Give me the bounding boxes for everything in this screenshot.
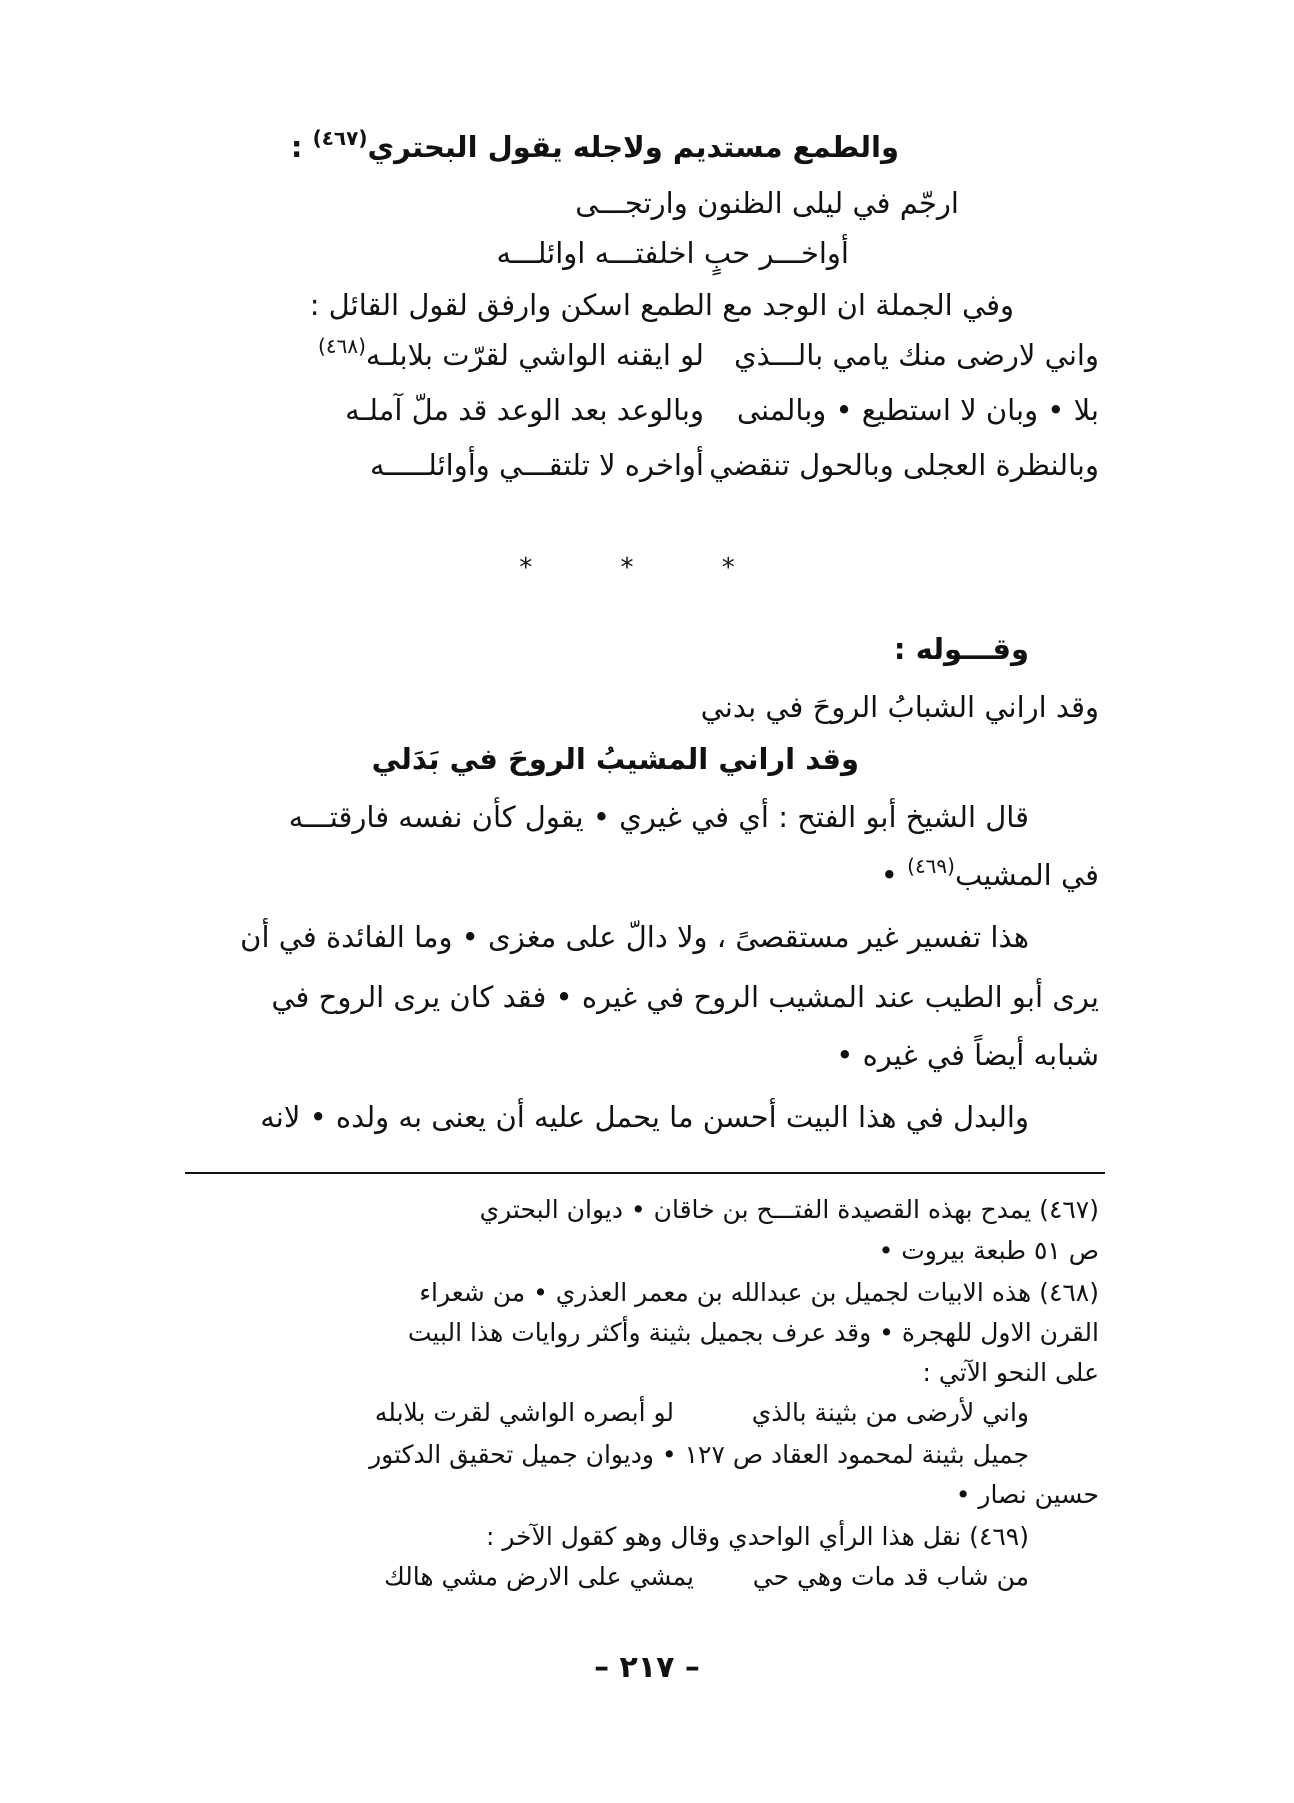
prose-line-15: شبابه أيضاً في غيره •: [836, 1038, 1099, 1072]
footnote-ref-469: (٤٦٩): [907, 854, 955, 878]
verse-7-left-hemistich: أواخره لا تلتقـــي وأوائلـــــه: [369, 448, 704, 482]
footnote-ref-467: (٤٦٧): [312, 126, 368, 150]
footnote-468-line-5: جميل بثينة لمحمود العقاد ص ١٢٧ • وديوان جميل تحقيق الدكتور: [369, 1440, 1029, 1469]
verse-7-right-hemistich: وبالنظرة العجلى وبالحول تنقضي: [709, 448, 1099, 482]
section-separator-stars: * * *: [519, 553, 775, 583]
line-8-heading: وقـــوله :: [893, 632, 1029, 666]
prose-line-13: هذا تفسير غير مستقصىً ، ولا دالّ على مغزى • وما الفائدة في أن: [240, 920, 1029, 954]
footnote-verse-right-hemistich: واني لأرضى من بثينة بالذي: [751, 1398, 1029, 1427]
verse-line-3: أواخـــر حبٍ اخلفتـــه اوائلـــه: [496, 236, 849, 270]
prose-line-14: يرى أبو الطيب عند المشيب الروح في غيره • فقد كان يرى الروح في: [271, 980, 1099, 1014]
line-1-text: والطمع مستديم ولاجله يقول البحتري: [367, 130, 899, 164]
verse-line-10: وقد اراني المشيبُ الروحَ في بَدَلي: [371, 742, 859, 776]
footnote-468-line-3: على النحو الآتي :: [922, 1358, 1099, 1387]
prose-line-12: [880, 854, 1099, 893]
line-1-colon: :: [290, 130, 303, 164]
line-12-end: •: [880, 858, 898, 892]
footnote-468-line-1: (٤٦٨) هذه الابيات لجميل بن عبدالله بن معمر العذري • من شعراء: [419, 1278, 1099, 1307]
footnote-468-line-6: حسين نصار •: [955, 1480, 1099, 1509]
verse-6-right-hemistich: بلا • وبان لا استطيع • وبالمنى: [736, 393, 1099, 427]
verse-line-2: ارجّم في ليلى الظنون وارتجـــى: [575, 186, 959, 220]
footnote-verse-left-hemistich: لو أبصره الواشي لقرت بلابله: [374, 1398, 674, 1427]
verse-5-left-hemistich: [318, 334, 704, 373]
verse-line-9: وقد اراني الشبابُ الروحَ في بدني: [700, 690, 1099, 724]
footnote-467-line-1: (٤٦٧) يمدح بهذه القصيدة الفتـــح بن خاقان • ديوان البحتري: [479, 1195, 1099, 1224]
footnote-469-line-1: (٤٦٩) نقل هذا الرأي الواحدي وقال وهو كقول الآخر :: [485, 1522, 1029, 1551]
footnote-468-line-2: القرن الاول للهجرة • وقد عرف بجميل بثينة وأكثر روايات هذا البيت: [407, 1318, 1099, 1347]
line-12-text: في المشيب: [954, 858, 1099, 892]
footnote-469-verse-right-hemistich: من شاب قد مات وهي حي: [752, 1562, 1029, 1591]
footnote-467-line-2: ص ٥١ طبعة بيروت •: [878, 1236, 1099, 1265]
prose-line-16: والبدل في هذا البيت أحسن ما يحمل عليه أن يعنى به ولده • لانه: [260, 1100, 1029, 1134]
page-number: – ٢١٧ –: [594, 1650, 700, 1685]
prose-line-4: وفي الجملة ان الوجد مع الطمع اسكن وارفق لقول القائل :: [309, 288, 1014, 322]
footnote-separator: [185, 1172, 1105, 1174]
footnote-469-verse-left-hemistich: يمشي على الارض مشي هالك: [384, 1562, 694, 1591]
prose-line-11: قال الشيخ أبو الفتح : أي في غيري • يقول كأن نفسه فارقتـــه: [288, 800, 1029, 834]
verse-5-left-text: لو ايقنه الواشي لقرّت بلابلـه: [365, 338, 704, 372]
line-1: [290, 126, 899, 165]
footnote-ref-468: (٤٦٨): [318, 334, 366, 358]
verse-5-right-hemistich: واني لارضى منك يامي بالـــذي: [733, 338, 1099, 372]
verse-6-left-hemistich: وبالوعد بعد الوعد قد ملّ آملـه: [345, 393, 704, 427]
